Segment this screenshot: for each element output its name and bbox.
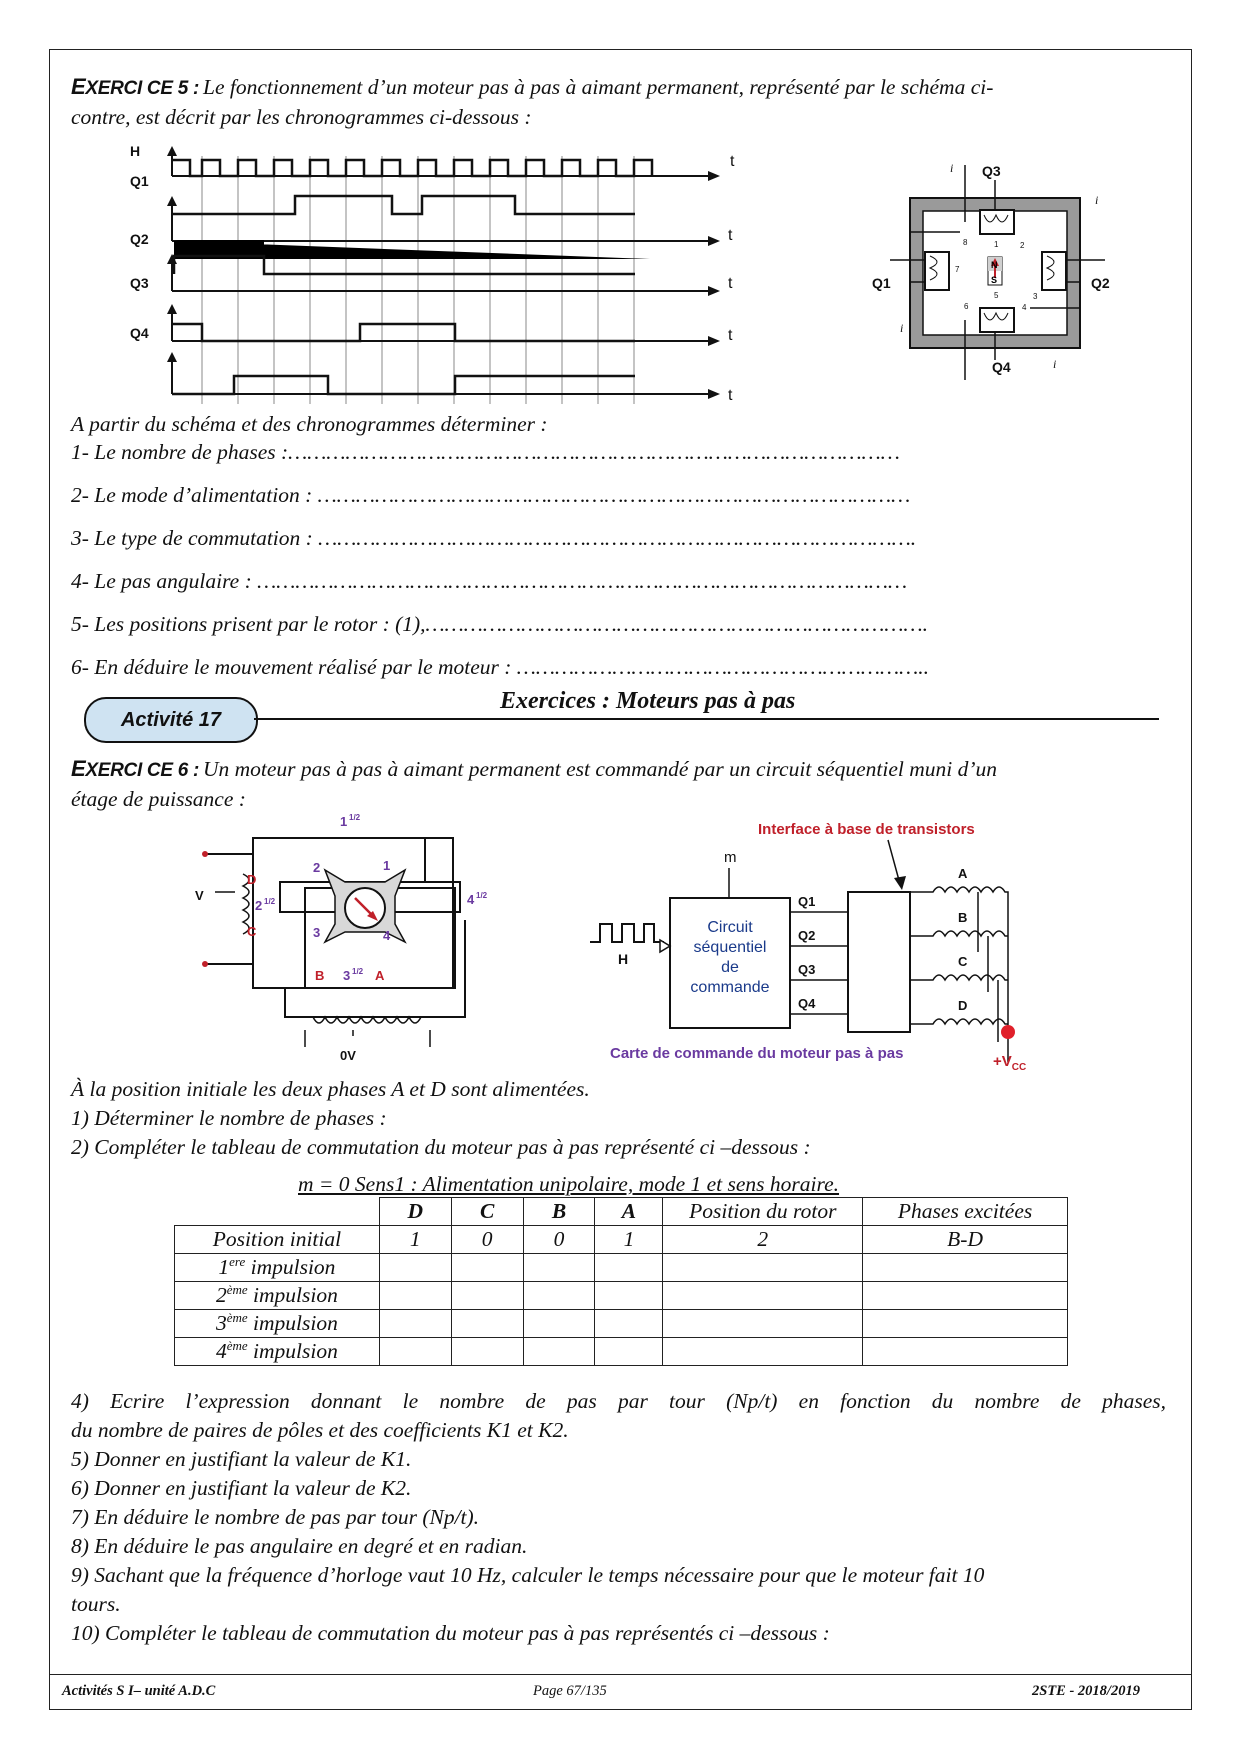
t-label-q2: t <box>728 275 733 292</box>
ex5-intro-line1: Le fonctionnement d’un moteur pas à pas à aimant permanent, représenté par le schéma ci- <box>202 75 994 99</box>
table-header-row <box>175 1198 1068 1226</box>
ex6-half-sup-3: 1/2 <box>352 967 364 976</box>
ex6-initial-position: À la position initiale les deux phases A et D sont alimentées. <box>71 1077 590 1101</box>
block-line-3: de <box>721 959 739 976</box>
output-q1: Q1 <box>798 894 816 909</box>
phase-c: C <box>958 954 968 969</box>
ex6-coil-c: C <box>247 924 257 939</box>
table-cell[interactable] <box>663 1310 863 1338</box>
coil-q4 <box>980 308 1014 332</box>
table-cell[interactable] <box>863 1282 1068 1310</box>
t-label-q1: t <box>728 227 733 244</box>
ex6-motor-figure <box>195 812 515 1062</box>
block-line-2: séquentiel <box>693 939 767 956</box>
block-line-1: Circuit <box>707 919 753 936</box>
table-cell[interactable]: 2 <box>663 1226 863 1254</box>
ex6-header <box>71 755 997 784</box>
table-row <box>175 1282 1068 1310</box>
table-cell[interactable] <box>863 1310 1068 1338</box>
vcc-label: $+V_{CC}$ <box>993 1053 1027 1073</box>
circuit-caption: Carte de commande du moteur pas à pas <box>610 1045 904 1062</box>
ex5-question-3: 3- Le type de commutation : …………………………………………………………………………………. <box>71 526 917 550</box>
table-cell[interactable] <box>379 1282 451 1310</box>
footer-page-number: Page 67/135 <box>533 1683 607 1699</box>
ex6-intro-line2: étage de puissance : <box>71 787 246 811</box>
header-excited-phases: Phases excitées <box>863 1198 1068 1226</box>
row-label: 3ème impulsion <box>175 1310 380 1338</box>
activity-title: Exercices : Moteurs pas à pas <box>500 688 796 714</box>
t-label-h: t <box>730 153 735 170</box>
footer-divider <box>49 1674 1192 1675</box>
ex6-ground: 0V <box>340 1048 356 1062</box>
rotor-n: N <box>991 260 998 270</box>
t-label-q4: t <box>728 387 733 404</box>
pole-4: 4 <box>1022 303 1027 312</box>
current-i-4: i <box>1053 357 1057 371</box>
t-label-q3: t <box>728 327 733 344</box>
pole-7: 7 <box>955 265 960 274</box>
footer-left: Activités S I– unité A.D.C <box>62 1683 216 1699</box>
rotor-s: S <box>991 275 998 285</box>
ex5-prompt: A partir du schéma et des chronogrammes déterminer : <box>71 412 548 436</box>
activity-underline <box>254 718 1159 720</box>
label-q1: Q1 <box>130 173 149 189</box>
clock-label: H <box>618 951 629 967</box>
current-i-3: i <box>900 321 904 335</box>
ex5-title: EXERCI CE 5 : <box>71 74 199 99</box>
row-label: 4ème impulsion <box>175 1338 380 1366</box>
ex6-question-4-line2: du nombre de paires de pôles et des coefficients K1 et K2. <box>71 1418 569 1442</box>
signal-h <box>172 160 652 176</box>
row-label: 2ème impulsion <box>175 1282 380 1310</box>
ex6-question-6: 6) Donner en justifiant la valeur de K2. <box>71 1476 412 1500</box>
label-q4: Q4 <box>130 325 149 341</box>
pole-2: 2 <box>1020 241 1025 250</box>
ex6-coil-b: B <box>315 968 325 983</box>
signal-q1 <box>172 196 635 214</box>
table-caption: m = 0 Sens1 : Alimentation unipolaire, mode 1 et sens horaire. <box>298 1172 840 1196</box>
table-cell[interactable] <box>663 1282 863 1310</box>
table-cell[interactable] <box>863 1338 1068 1366</box>
output-q2: Q2 <box>798 928 816 943</box>
motor-label-q2: Q2 <box>1091 275 1110 291</box>
table-row <box>175 1338 1068 1366</box>
ex5-question-4: 4- Le pas angulaire : ………………………………………………………………………………………… <box>71 569 908 593</box>
ex6-question-1: 1) Déterminer le nombre de phases : <box>71 1106 387 1130</box>
motor-label-q4: Q4 <box>992 359 1011 375</box>
header-a: A <box>595 1198 663 1226</box>
table-cell[interactable] <box>523 1254 595 1282</box>
ex5-question-2: 2- Le mode d’alimentation : ………………………………………………………………………………… <box>71 483 911 507</box>
table-cell[interactable]: 0 <box>523 1226 595 1254</box>
ex6-pos-1: 1 <box>383 858 391 873</box>
m-label: m <box>724 849 737 866</box>
table-cell[interactable] <box>451 1254 523 1282</box>
phase-d: D <box>958 998 968 1013</box>
table-row <box>175 1310 1068 1338</box>
ex6-question-2: 2) Compléter le tableau de commutation du moteur pas à pas représenté ci –dessous : <box>71 1135 811 1159</box>
ex6-half-2: 2 <box>255 898 263 913</box>
ex6-pos-3: 3 <box>313 925 321 940</box>
table-cell[interactable] <box>523 1338 595 1366</box>
ex6-title: EXERCI CE 6 : <box>71 756 199 781</box>
header-b: B <box>523 1198 595 1226</box>
table-cell[interactable] <box>451 1282 523 1310</box>
table-row <box>175 1226 1068 1254</box>
coil-q3 <box>980 210 1014 234</box>
ex6-control-circuit <box>588 812 1048 1074</box>
chronogram-grid <box>202 156 634 404</box>
header-d: D <box>379 1198 451 1226</box>
row-label: Position initial <box>175 1226 380 1254</box>
ex6-voltage: V <box>195 888 204 903</box>
table-cell[interactable] <box>379 1310 451 1338</box>
ex6-half-sup-1: 1/2 <box>349 813 361 822</box>
table-cell[interactable] <box>523 1282 595 1310</box>
ex6-question-9-line1: 9) Sachant que la fréquence d’horloge vaut 10 Hz, calculer le temps nécessaire pour que le moteur fait 10 <box>71 1563 985 1587</box>
header-rotor-position: Position du rotor <box>663 1198 863 1226</box>
table-cell[interactable] <box>523 1310 595 1338</box>
ex6-half-4: 4 <box>467 892 475 907</box>
ex6-question-5: 5) Donner en justifiant la valeur de K1. <box>71 1447 412 1471</box>
phase-a: A <box>958 866 968 881</box>
activity-badge: Activité 17 <box>84 697 258 743</box>
current-i-2: i <box>1095 193 1099 207</box>
coil-q2 <box>1042 252 1066 290</box>
ex6-question-4-line1: 4) Ecrire l’expression donnant le nombre de pas par tour (Np/t) en fonction du nombre de phases, <box>71 1389 1166 1413</box>
table-cell[interactable]: 1 <box>379 1226 451 1254</box>
table-cell[interactable] <box>379 1338 451 1366</box>
ex6-intro-line1: Un moteur pas à pas à aimant permanent est commandé par un circuit séquentiel muni d’un <box>202 757 997 781</box>
table-cell[interactable] <box>663 1338 863 1366</box>
table-cell[interactable]: B-D <box>863 1226 1068 1254</box>
pole-1: 1 <box>994 240 999 249</box>
interface-label: Interface à base de transistors <box>758 821 975 838</box>
block-line-4: commande <box>690 979 770 996</box>
label-h: H <box>130 146 141 159</box>
phase-b: B <box>958 910 968 925</box>
ex6-half-1: 1 <box>340 814 348 829</box>
ex5-motor-figure <box>870 160 1120 390</box>
chronogram-figure <box>130 146 760 408</box>
pole-8: 8 <box>963 238 968 247</box>
pole-6: 6 <box>964 302 969 311</box>
current-i-1: i <box>950 161 954 175</box>
ex5-intro-line2: contre, est décrit par les chronogrammes ci-dessous : <box>71 105 532 129</box>
ex6-half-sup-2: 1/2 <box>264 897 276 906</box>
output-q4: Q4 <box>798 996 816 1011</box>
table-cell[interactable] <box>595 1310 663 1338</box>
ex6-half-3: 3 <box>343 968 351 983</box>
table-cell[interactable]: 1 <box>595 1226 663 1254</box>
table-cell[interactable]: 0 <box>451 1226 523 1254</box>
table-cell[interactable] <box>595 1254 663 1282</box>
ex6-question-10: 10) Compléter le tableau de commutation du moteur pas à pas représentés ci –dessous : <box>71 1621 830 1645</box>
vcc-node <box>1001 1025 1015 1039</box>
label-q2: Q2 <box>130 231 149 247</box>
ex6-pos-2: 2 <box>313 860 321 875</box>
ex6-half-sup-4: 1/2 <box>476 891 488 900</box>
table-row <box>175 1254 1068 1282</box>
output-q3: Q3 <box>798 962 816 977</box>
table-cell[interactable] <box>451 1338 523 1366</box>
table-cell[interactable] <box>595 1338 663 1366</box>
table-cell[interactable] <box>595 1282 663 1310</box>
motor-label-q3: Q3 <box>982 163 1001 179</box>
table-cell[interactable] <box>863 1254 1068 1282</box>
ex5-question-1: 1- Le nombre de phases :…………………………………………………………………………………… <box>71 440 900 464</box>
ex5-question-6: 6- En déduire le mouvement réalisé par le moteur : ……………………………………………………….. <box>71 655 930 679</box>
row-label: 1ere impulsion <box>175 1254 380 1282</box>
motor-label-q1: Q1 <box>872 275 891 291</box>
ex6-question-7: 7) En déduire le nombre de pas par tour (Np/t). <box>71 1505 480 1529</box>
footer-right: 2STE - 2018/2019 <box>1032 1683 1140 1699</box>
table-cell[interactable] <box>451 1310 523 1338</box>
signal-q3 <box>172 324 635 341</box>
table-cell[interactable] <box>663 1254 863 1282</box>
signal-q4 <box>172 376 635 394</box>
clock-symbol <box>590 924 664 942</box>
ex6-question-9-line2: tours. <box>71 1592 121 1616</box>
ex6-coil-d: D <box>247 872 257 887</box>
transistor-interface-block <box>848 892 910 1032</box>
header-c: C <box>451 1198 523 1226</box>
ex6-question-8: 8) En déduire le pas angulaire en degré et en radian. <box>71 1534 528 1558</box>
ex6-coil-a: A <box>375 968 385 983</box>
coil-q1 <box>925 252 949 290</box>
ex6-pos-4: 4 <box>383 928 391 943</box>
table-cell[interactable] <box>379 1254 451 1282</box>
pole-5: 5 <box>994 291 999 300</box>
pole-3: 3 <box>1033 292 1038 301</box>
ex5-question-5: 5- Les positions prisent par le rotor : (1),……………………………………………………………………. <box>71 612 928 636</box>
label-q3: Q3 <box>130 275 149 291</box>
ex5-header <box>71 73 993 102</box>
commutation-table <box>174 1197 1068 1366</box>
